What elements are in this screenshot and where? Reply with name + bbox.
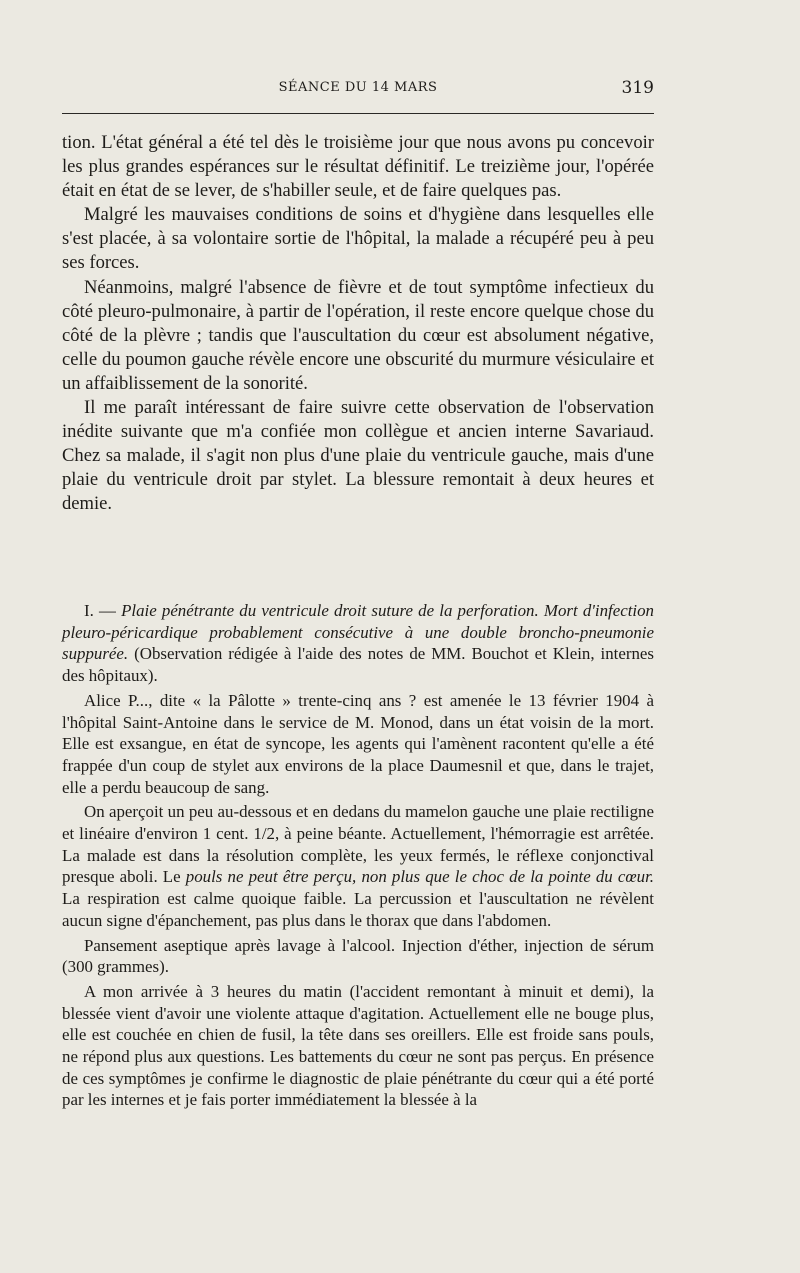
case-paragraph: Pansement aseptique après lavage à l'alcool. Injection d'éther, injection de sérum (300 grammes). (62, 935, 654, 977)
paragraph: Il me paraît intéressant de faire suivre cette observation de l'observation inédite suivante que m'a confiée mon collègue et ancien interne Savariaud. Chez sa malade, il s'agit non plus d'une plaie du ventricule gauche, mais d'une plaie du ventricule droit par stylet. La blessure remontait à deux heures et demie. (62, 397, 654, 515)
header-rule (62, 113, 654, 114)
case-report (62, 600, 654, 1114)
case-paragraph: Alice P..., dite « la Pâlotte » trente-cinq ans ? est amenée le 13 février 1904 à l'hôpital Saint-Antoine dans le service de M. Monod, dans un état voisin de la mort. Elle est exsangue, en état de syncope, les agents qui l'amènent racontent qu'elle a été frappée d'un coup de stylet aux environs de la place Daumesnil et que, dans le trajet, elle a perdu beaucoup de sang. (62, 690, 654, 797)
case-title (62, 600, 654, 687)
paragraph: Néanmoins, malgré l'absence de fièvre et de tout symptôme infectieux du côté pleuro-pulmonaire, à partir de l'opération, il reste encore quelque chose du côté de la plèvre ; tandis que l'auscultation du cœur est absolument négative, celle du poumon gauche révèle encore une obscurité du murmure vésiculaire et un affaiblissement de la sonorité. (62, 276, 654, 394)
paragraph: Malgré les mauvaises conditions de soins et d'hygiène dans lesquelles elle s'est placée, à sa volontaire sortie de l'hôpital, la malade a récupéré peu à peu ses forces. (62, 204, 654, 274)
page-number: 319 (621, 78, 654, 98)
case-paragraph: On aperçoit un peu au-dessous et en dedans du mamelon gauche une plaie rectiligne et linéaire d'environ 1 cent. 1/2, à peine béante. Actuellement, l'hémorragie est arrêtée. La malade est dans la résolution complète, les yeux fermés, le réflexe conjonctival presque aboli. Le pouls ne peut être perçu, non plus que le choc de la pointe du cœur. La respiration est calme quoique faible. La percussion et l'auscultation ne révèlent aucun signe d'épanchement, pas plus dans le thorax que dans l'abdomen. (62, 802, 655, 930)
case-title-note: (Observation rédigée à l'aide des notes de MM. Bouchot et Klein, internes des hôpitaux). (62, 644, 654, 686)
case-paragraph: A mon arrivée à 3 heures du matin (l'accident remontant à minuit et demi), la blessée vient d'avoir une violente attaque d'agitation. Actuellement elle ne bouge plus, elle est couchée en chien de fusil, la tête dans ses oreillers. Elle est froide sans pouls, ne répond plus aux questions. Les battements du cœur ne sont pas perçus. En présence de ces symptômes je confirme le diagnostic de plaie pénétrante du cœur qui a été porté par les internes et je fais porter immédiatement la blessée à la (62, 981, 654, 1110)
case-title-italic: Plaie pénétrante du ventricule droit suture de la perforation. Mort d'infection pleuro-péricardique probablement consécutive à une double broncho-pneumonie suppurée. (62, 601, 654, 664)
paragraph: tion. L'état général a été tel dès le troisième jour que nous avons pu concevoir les plus grandes espérances sur le résultat définitif. Le treizième jour, l'opérée était en état de se lever, de s'habiller seule, et de faire quelques pas. (62, 132, 654, 202)
running-header (62, 78, 654, 100)
main-text (62, 131, 654, 517)
running-title: SÉANCE DU 14 MARS (278, 80, 438, 95)
case-number: I. — (84, 601, 122, 620)
